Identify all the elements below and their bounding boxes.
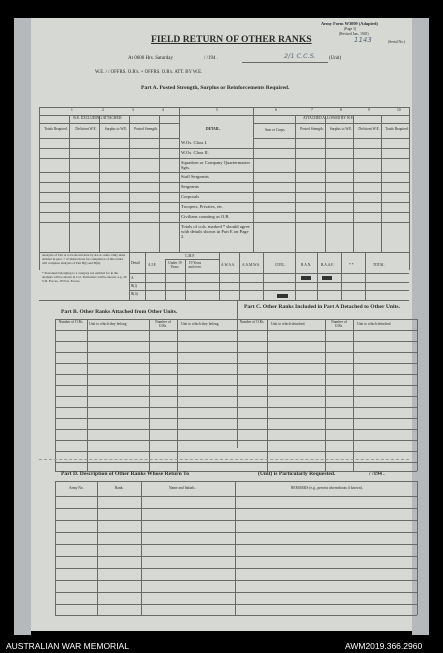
col-5: 5 bbox=[216, 108, 218, 112]
archive-footer bbox=[0, 638, 443, 653]
col-att-deficient: Deficient W.E. bbox=[358, 127, 380, 131]
serial-number-label: (Serial No.) bbox=[388, 40, 405, 44]
col-att-surplus: Surplus to W.E. bbox=[329, 127, 353, 131]
col-att-posted-strength: Posted Strength. bbox=[300, 127, 324, 131]
col-double-star: * * bbox=[349, 263, 354, 267]
col-awas: A.W.A.S. bbox=[221, 263, 235, 267]
row-wo-class-2: W.Os. Class II. bbox=[181, 150, 209, 155]
form-title: FIELD RETURN OF OTHER RANKS bbox=[151, 34, 312, 45]
part-b-col-unit-2: Unit to which they belong bbox=[181, 322, 219, 326]
we-excluding-header: W.E. EXCLUDING ATTACHED. bbox=[73, 116, 123, 120]
analysis-row-a: A bbox=[131, 276, 134, 280]
col-19-and-over: 19 Years and over. bbox=[188, 261, 202, 269]
analysis-row-bi: B(i) bbox=[131, 284, 137, 288]
part-d-title: Part D. Description of Other Ranks Whose Return To bbox=[61, 471, 189, 477]
archive-accession-number: AWM2019.366.2960 bbox=[345, 641, 423, 651]
we-strength-line: W.E. / / OFFRS. O.R's. + OFFRS. O.R's. ATT. BY W.E. bbox=[95, 70, 203, 75]
col-posted-strength: Posted Strength. bbox=[134, 127, 158, 131]
part-d-col-rank: Rank. bbox=[115, 486, 124, 490]
row-totals-note: Totals of cols. marked * should agree with details shown in Part E on Page 2. bbox=[181, 224, 250, 240]
col-6: 6 bbox=[275, 108, 277, 112]
left-page-edge bbox=[14, 18, 31, 635]
unit-label: (Unit) bbox=[329, 56, 342, 61]
col-total: TOTAL bbox=[373, 263, 385, 267]
row-sergeants: Sergeants bbox=[181, 184, 199, 189]
date-field: / /194 . bbox=[204, 56, 219, 61]
col-7: 7 bbox=[311, 108, 313, 112]
part-c-col-number-2: Number of O.Rs. bbox=[331, 320, 347, 328]
col-2: 2 bbox=[102, 108, 104, 112]
form-number: Army Form W3009 (Adapted) bbox=[321, 21, 378, 26]
col-civil: CIVIL. bbox=[275, 263, 286, 267]
part-b-col-number-1: Number of O.Rs. bbox=[58, 320, 84, 324]
part-c-col-unit-1: Unit to which detached. bbox=[271, 322, 306, 326]
part-b-col-number-2: Number of O.Rs. bbox=[155, 320, 171, 328]
ink-mark-ran bbox=[301, 276, 311, 280]
col-totals-required: Totals Required. bbox=[44, 127, 68, 131]
part-d-col-remarks: REMARKS (e.g., present whereabouts if known). bbox=[291, 486, 363, 490]
form-page bbox=[31, 18, 412, 631]
part-d-col-army-no: Army No. bbox=[69, 486, 84, 490]
analysis-footnote: * Personnel belonging to a category not entitled for in the analysis will be shown in Col. Particulars will be shown, e.g. 20 V.D. Forces, 18 N.G. Forces. bbox=[42, 271, 127, 283]
row-corporals: Corporals bbox=[181, 194, 200, 199]
row-troopers-privates: Troopers, Privates, etc. bbox=[181, 204, 224, 209]
part-c-col-unit-2: Unit to which detached. bbox=[357, 322, 392, 326]
revision-date: (Revised Jan., 1945) bbox=[339, 32, 369, 36]
part-c-title: Part C. Other Ranks Included in Part A Detached to Other Units. bbox=[244, 304, 400, 310]
col-8: 8 bbox=[340, 108, 342, 112]
row-wo-class-1: W.Os. Class I. bbox=[181, 140, 208, 145]
analysis-note: Analysis of Part A to be shown here by A.I.A. units. Only units entitled in para. 7 of Instructions for completion of this return will complete analysis of Part B(i) and B(ii). bbox=[42, 253, 126, 265]
at-time-line: At 0600 Hrs. Saturday bbox=[128, 56, 173, 61]
col-9: 9 bbox=[368, 108, 370, 112]
col-3: 3 bbox=[132, 108, 134, 112]
right-page-edge bbox=[412, 18, 429, 635]
col-arm-or-corps: Arm or Corps. bbox=[264, 128, 286, 132]
attached-allowed-header: ATTACHED ALLOWED BY W.E. bbox=[303, 116, 354, 120]
col-1: 1 bbox=[71, 108, 73, 112]
row-quartermaster-sgts: Squadron or Company Quartermaster Sgts. bbox=[181, 160, 251, 171]
ink-mark-civil bbox=[277, 294, 288, 298]
row-civilians: Civilians counting as O.R. bbox=[181, 214, 230, 219]
unit-handwritten: 2/1 C.C.S. bbox=[284, 52, 316, 60]
col-aamws: A.A.M.W.S. bbox=[242, 263, 260, 267]
part-b-col-unit-1: Unit to which they belong bbox=[89, 322, 127, 326]
analysis-detail-label: Detail bbox=[131, 261, 140, 265]
part-d-unit: (Unit) is Particularly Requested. bbox=[258, 471, 336, 477]
cmf-header: C.M.F. bbox=[185, 254, 195, 258]
col-surplus-we: Surplus to W.E. bbox=[104, 127, 128, 131]
col-ran: R.A.N. bbox=[301, 263, 312, 267]
analysis-row-bii: B(ii) bbox=[131, 292, 138, 296]
part-a-title: Part A. Posted Strength, Surplus or Reinforcements Required. bbox=[141, 85, 290, 91]
detail-header: DETAIL. bbox=[206, 127, 221, 131]
col-4: 4 bbox=[162, 108, 164, 112]
col-att-totals: Totals Required. bbox=[385, 127, 409, 131]
row-staff-sergeants: Staff Sergeants bbox=[181, 174, 209, 179]
serial-number-value: 1143 bbox=[354, 36, 372, 44]
part-b-title: Part B. Other Ranks Attached from Other Units. bbox=[61, 309, 178, 315]
col-under-19: Under 19 Years. bbox=[168, 261, 182, 269]
col-deficient-we: Deficient W.E. bbox=[75, 127, 97, 131]
ink-mark-raaf bbox=[322, 276, 332, 280]
part-d-date: / /194 . bbox=[369, 471, 385, 477]
col-10: 10 bbox=[397, 108, 401, 112]
page-number: (Page 1) bbox=[344, 27, 357, 31]
archive-name: AUSTRALIAN WAR MEMORIAL bbox=[6, 641, 129, 651]
col-raaf: R.A.A.F. bbox=[321, 263, 334, 267]
part-d-col-name: Name and Initials. bbox=[169, 486, 196, 490]
part-c-col-number-1: Number of O.Rs. bbox=[239, 320, 265, 324]
col-aif: A.I.F. bbox=[148, 263, 157, 267]
